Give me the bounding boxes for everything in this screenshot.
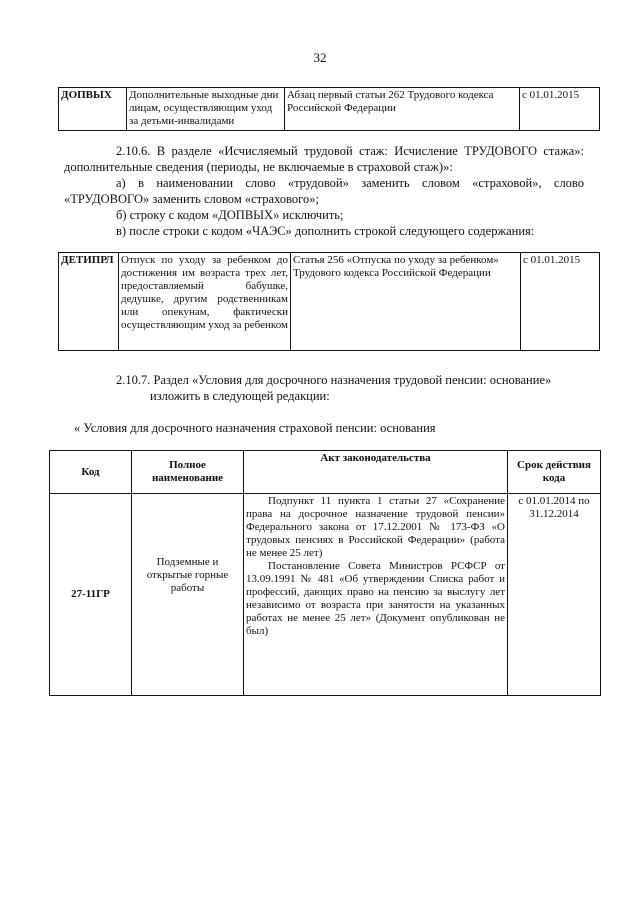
header-name: Полное наименование [132,451,244,494]
quote-title: « Условия для досрочного назначения страховой пенсии: основания [74,421,436,435]
term-cell: с 01.01.2015 [521,253,600,351]
header-act: Акт законодательства [244,451,508,494]
table-row [50,494,601,696]
term-cell: с 01.01.2014 по 31.12.2014 [508,494,601,696]
act-cell: Абзац первый статьи 262 Трудового кодекса Российской Федерации [285,88,520,131]
para-2-10-7-line2: изложить в следующей редакции: [150,389,330,403]
name-cell: Подземные и открытые горные работы [132,494,244,696]
name-cell: Отпуск по уходу за ребенком до достижения им возраста трех лет, предоставляемый бабушке, дедушке, другим родственникам или опекунам, фактически осуществляющим уход за ребенком [119,253,291,351]
page-number: 32 [313,50,327,65]
table-conditions [49,450,601,696]
header-code: Код [50,451,132,494]
para-2-10-7-line1: 2.10.7. Раздел «Условия для досрочного назначения трудовой пенсии: основание» [116,373,552,387]
code-cell: ДОПВЫХ [59,88,127,131]
name-cell: Дополнительные выходные дни лицам, осуществляющим уход за детьми-инвалидами [127,88,285,131]
table-detiprl [58,252,600,351]
header-term: Срок действия кода [508,451,601,494]
act-cell: Статья 256 «Отпуска по уходу за ребенком» Трудового кодекса Российской Федерации [291,253,521,351]
act-paragraph-1: Подпункт 11 пункта 1 статьи 27 «Сохранение права на досрочное назначение трудовой пенсии» Федерального закона от 17.12.2001 № 173-ФЗ «О трудовых пенсиях в Российской Федерации» (работа не менее 25 лет) [246,495,505,559]
code-cell: ДЕТИПРЛ [59,253,119,351]
para-2-10-6-a: а) в наименовании слово «трудовой» заменить словом «страховой», слово «ТРУДОВОГО» заменить словом «страхового»; [64,176,584,206]
table-header-row [50,451,601,494]
act-paragraph-2: Постановление Совета Министров РСФСР от 13.09.1991 № 481 «Об утверждении Списка работ и профессий, дающих право на пенсию за выслугу лет независимо от возраста при занятости на указанных работах не менее 25 лет» (Документ опубликован не был) [246,560,505,637]
code-cell: 27-11ГР [50,494,132,696]
para-2-10-6-b: б) строку с кодом «ДОПВЫХ» исключить; [116,208,344,222]
table-dopvyh [58,87,600,131]
act-cell [244,494,508,696]
table-row [59,253,600,351]
table-row [59,88,600,131]
term-cell: с 01.01.2015 [520,88,600,131]
para-2-10-6-title: 2.10.6. В разделе «Исчисляемый трудовой стаж: Исчисление ТРУДОВОГО стажа»: дополнительные сведения (периоды, не включаемые в страховой стаж)»: [64,144,584,174]
para-2-10-6-c: в) после строки с кодом «ЧАЭС» дополнить строкой следующего содержания: [116,224,535,238]
